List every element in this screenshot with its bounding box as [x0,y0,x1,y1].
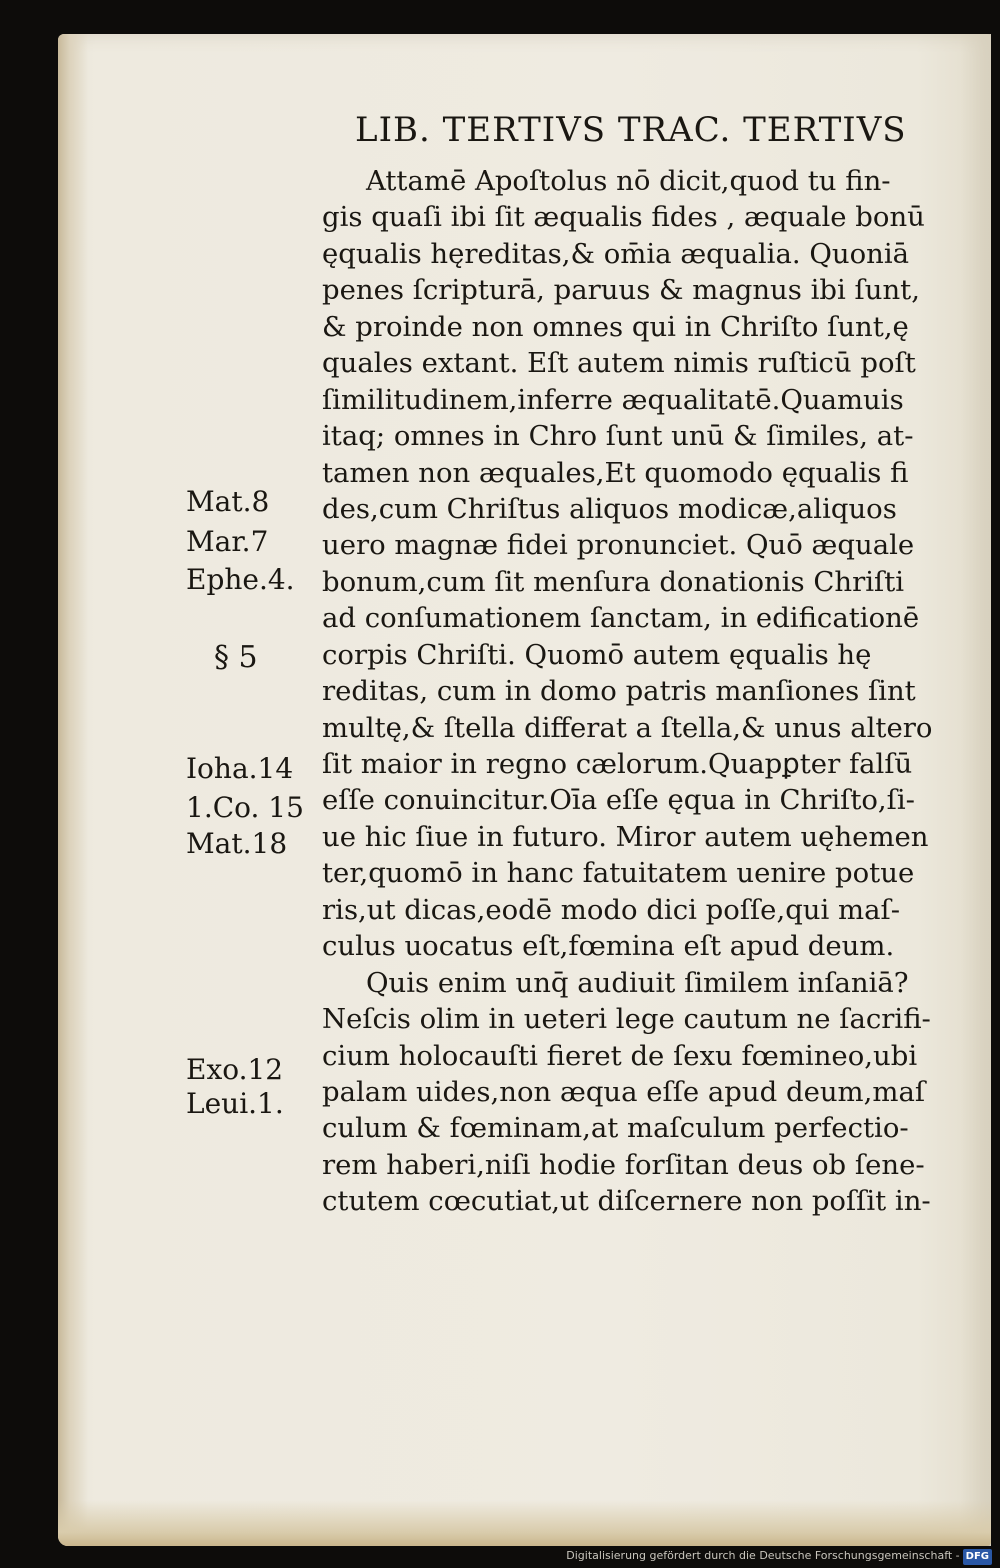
text-line: ue hic ſiue in futuro. Miror autem uęhemen [322,820,929,853]
text-line: & proinde non omnes qui in Chriſto ſunt,ę [322,310,909,343]
body-text [322,163,942,1220]
text-line: corpis Chriſti. Quomō autem ęqualis hę [322,638,872,671]
text-line: culum & fœminam,at maſculum perfectio- [322,1112,909,1145]
text-line: ter,quomō in hanc fatuitatem uenire potue [322,857,915,890]
text-line: bonum,cum ſit menſura donationis Chriſti [322,565,905,598]
text-line: Quis enim unq̄ audiuit ſimilem inſaniā? [366,966,909,999]
text-line: des,cum Chriſtus aliquos modicæ,aliquos [322,492,897,525]
text-line: culus uocatus eſt,fœmina eſt apud deum. [322,930,895,963]
credit-text: Digitalisierung gefördert durch die Deutsche Forschungsgemeinschaft - [566,1549,960,1562]
text-line: Neſcis olim in ueteri lege cautum ne ſacrifi- [322,1003,931,1036]
text-line: penes ſcripturā, paruus & magnus ibi ſunt, [322,274,920,307]
page-edge-right [960,34,991,1546]
marginal-note: 1.Co. 15 [186,791,304,824]
running-header: LIB. TERTIVS TRAC. TERTIVS [355,110,907,150]
text-line: cium holocauſti fieret de ſexu fœmineo,ubi [322,1039,918,1072]
marginal-note: Mar.7 [186,525,269,558]
text-line: uero magnæ fidei pronunciet. Quō æquale [322,529,915,562]
text-line: ad conſumationem ſanctam, in edificationē [322,602,920,635]
text-line: ęqualis hęreditas,& om̄ia æqualia. Quoniā [322,237,910,270]
text-line: eſſe conuincitur.Oīa eſſe ęqua in Chriſto,ſi- [322,784,915,817]
page-edge-bottom [58,1500,991,1546]
marginal-note: Ephe.4. [186,563,295,596]
text-line: itaq; omnes in Chro ſunt unū & ſimiles, at- [322,420,914,453]
text-line: ſit maior in regno cælorum.Quapꝑter falſū [322,748,913,780]
text-line: multę,& ſtella differat a ſtella,& unus altero [322,711,933,744]
marginal-note: Leui.1. [186,1087,284,1120]
text-line: ſimilitudinem,inferre æqualitatē.Quamuis [322,383,904,416]
digitization-credit [566,1548,992,1565]
text-line: ctutem cœcutiat,ut diſcernere non poſſit in- [322,1185,931,1218]
text-line: quales extant. Eſt autem nimis ruſticū poſt [322,347,916,380]
text-line: palam uides,non æqua eſſe apud deum,maſ [322,1075,926,1108]
text-line: rem haberi,niſi hodie forſitan deus ob ſene- [322,1148,925,1181]
text-line: gis quaſi ibi ſit æqualis fides , æquale bonū [322,201,925,234]
marginal-note: Exo.12 [186,1053,284,1086]
marginal-note: Mat.8 [186,485,270,518]
text-line: ris,ut dicas,eodē modo dici poſſe,qui maſ- [322,893,900,926]
text-line: reditas, cum in domo patris manſiones ſint [322,675,916,708]
text-line: Attamē Apoſtolus nō dicit,quod tu fin- [366,165,891,197]
dfg-logo: DFG [963,1549,992,1565]
page-gutter-shadow [58,34,88,1546]
marginal-note: Ioha.14 [186,752,294,785]
marginal-note: Mat.18 [186,827,288,860]
text-line: tamen non æquales,Et quomodo ęqualis fi [322,456,909,489]
marginal-section-mark: § 5 [214,640,258,675]
